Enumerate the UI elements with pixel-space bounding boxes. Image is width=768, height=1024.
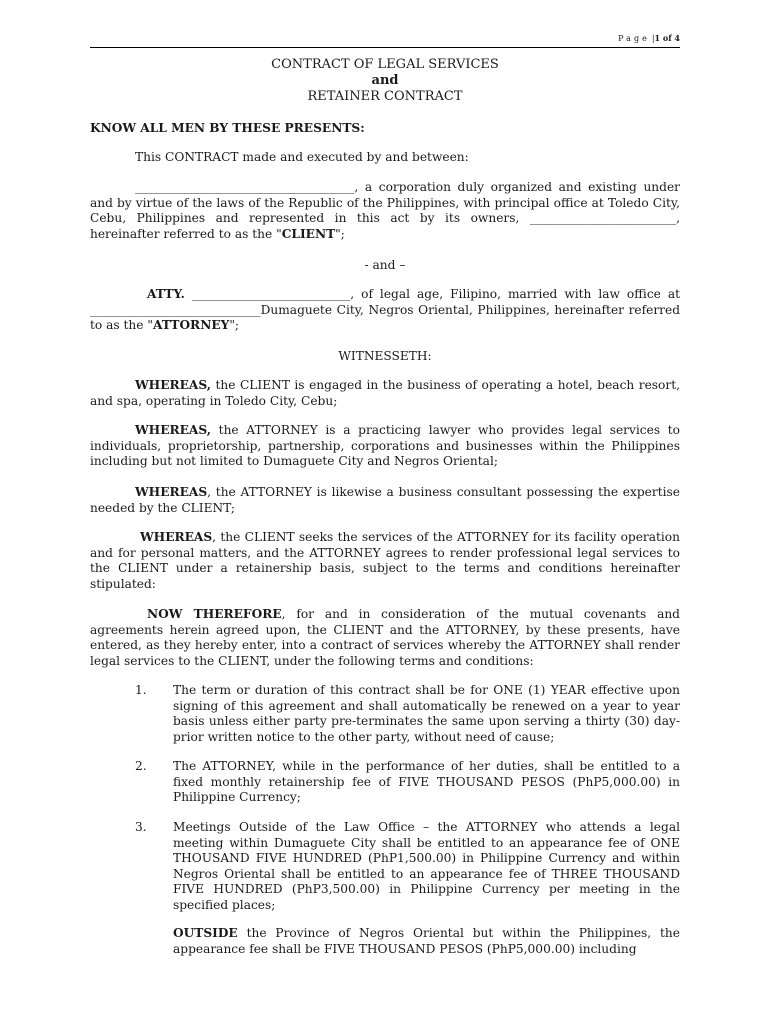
whereas-word: WHEREAS: [135, 485, 208, 499]
attorney-paragraph: [90, 287, 680, 334]
whereas-2: [90, 423, 680, 470]
client-para-text: ____________________________________, a corporation duly organized and existing under and by virtue of the laws of the Republic of the Philippines, with principal office at Toledo City, Cebu, Philippines and represented in this act by its owners, ________________________, hereinafter referred to as the ": [90, 180, 680, 241]
whereas-1-text: the CLIENT is engaged in the business of operating a hotel, beach resort, and spa, operating in Toledo City, Cebu;: [90, 378, 680, 408]
item-text: Meetings Outside of the Law Office – the ATTORNEY who attends a legal meeting within Dumaguete City shall be entitled to an appearance fee of ONE THOUSAND FIVE HUNDRED (PhP1,500.00) in Philippine Currency and within Negros Oriental shall be entitled to an appearance fee of THREE THOUSAND FIVE HUNDRED (PhP3,500.00) in Philippine Currency per meeting in the specified places;: [173, 820, 680, 912]
witnesseth-heading: WITNESSETH:: [338, 349, 432, 363]
attorney-term: ATTORNEY: [152, 318, 230, 332]
item-number: 1.: [135, 683, 147, 697]
term-item-2: [90, 759, 680, 807]
client-paragraph: [90, 180, 680, 242]
item-number: 3.: [135, 820, 147, 834]
client-term: CLIENT: [281, 226, 336, 241]
whereas-word: WHEREAS,: [135, 378, 211, 392]
title-line-3: RETAINER CONTRACT: [307, 89, 463, 104]
now-therefore-text: , for and in consideration of the mutual covenants and agreements herein agreed upon, the CLIENT and the ATTORNEY, by these presents, have entered, as they hereby enter, into a contract of services whereby the ATTORNEY shall render legal services to the CLIENT, under the following terms and conditions:: [90, 607, 680, 668]
atty-para-end: ";: [229, 318, 240, 332]
item-text: The ATTORNEY, while in the performance of her duties, shall be entitled to a fixed monthly retainership fee of FIVE THOUSAND PESOS (PhP5,000.00) in Philippine Currency;: [173, 759, 680, 804]
title-line-1: CONTRACT OF LEGAL SERVICES: [271, 57, 499, 72]
atty-label: ATTY.: [147, 287, 185, 301]
page-number: 1 of 4: [654, 33, 680, 43]
and-separator: - and –: [364, 258, 406, 272]
title-line-2: and: [371, 73, 399, 88]
page-word: Page: [618, 34, 650, 43]
know-all-text: KNOW ALL MEN BY THESE PRESENTS:: [90, 121, 365, 135]
item-text: The term or duration of this contract shall be for ONE (1) YEAR effective upon signing of this agreement and shall automatically be renewed on a year to year basis unless either party pre-terminates the same upon serving a thirty (30) day-prior written notice to the other party, without need of cause;: [173, 683, 680, 744]
now-therefore-word: NOW THEREFORE: [147, 607, 282, 621]
whereas-word: WHEREAS: [140, 530, 213, 544]
whereas-2-text: the ATTORNEY is a practicing lawyer who provides legal services to individuals, proprietorship, partnership, corporations and businesses within the Philippines including but not limited to Dumaguete City and Negros Oriental;: [90, 423, 680, 468]
outside-paragraph: [90, 926, 680, 957]
whereas-4-text: , the CLIENT seeks the services of the ATTORNEY for its facility operation and for personal matters, and the ATTORNEY agrees to render professional legal services to the CLIENT under a retainership basis, subject to the terms and conditions hereinafter stipulated:: [90, 530, 680, 591]
now-therefore-paragraph: [90, 607, 680, 669]
whereas-word: WHEREAS,: [135, 423, 211, 437]
know-all-heading: [90, 121, 680, 137]
atty-para-text: __________________________, of legal age, Filipino, married with law office at ____________________________Dumaguete City, Negros Oriental, Philippines, hereinafter referred to as the ": [90, 287, 680, 332]
client-para-end: ";: [335, 226, 345, 241]
whereas-3: [90, 485, 680, 516]
item-number: 2.: [135, 759, 147, 773]
page-header: Page |1 of 4: [90, 33, 680, 48]
outside-word: OUTSIDE: [173, 926, 238, 940]
document-title: [90, 57, 680, 105]
whereas-4: [90, 530, 680, 592]
whereas-3-text: , the ATTORNEY is likewise a business consultant possessing the expertise needed by the CLIENT;: [90, 485, 680, 515]
term-item-3: [90, 820, 680, 912]
intro-paragraph: This CONTRACT made and executed by and between:: [135, 150, 469, 164]
term-item-1: [90, 683, 680, 743]
outside-text: the Province of Negros Oriental but within the Philippines, the appearance fee shall be FIVE THOUSAND PESOS (PhP5,000.00) including: [173, 926, 680, 956]
whereas-1: [90, 378, 680, 409]
